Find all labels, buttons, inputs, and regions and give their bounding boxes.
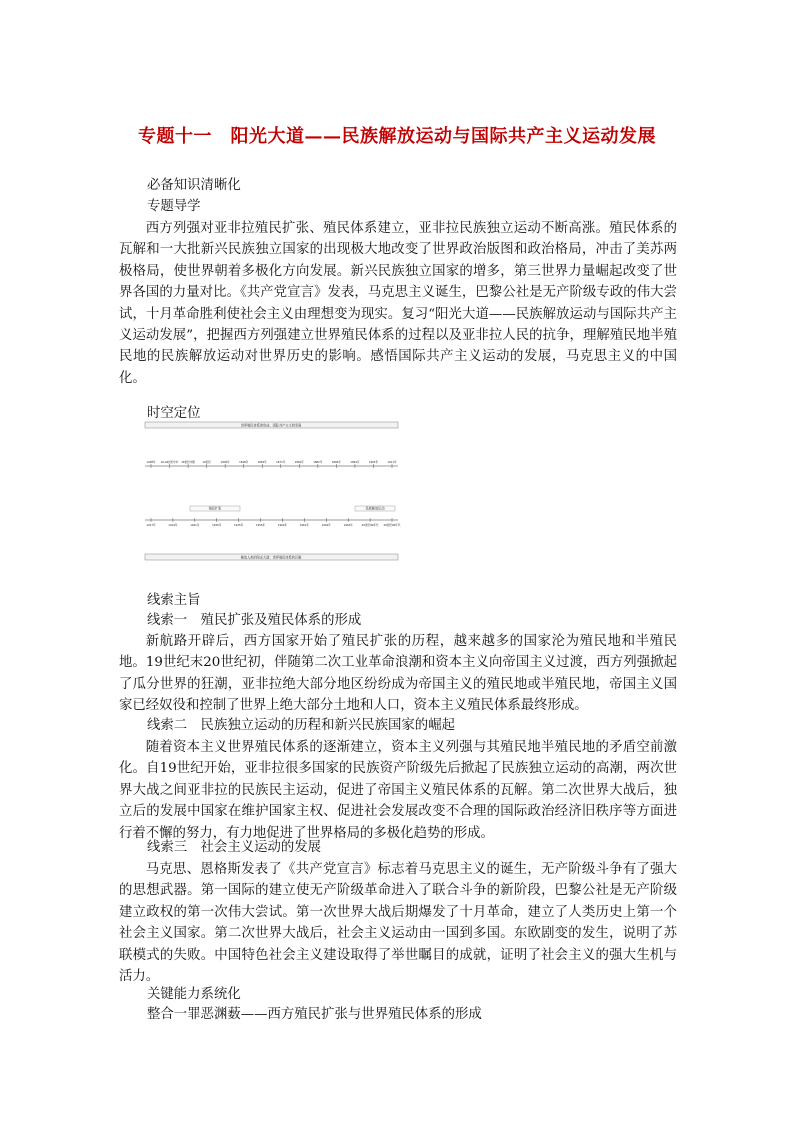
- clue2-heading: 线索二 民族独立运动的历程和新兴民族国家的崛起: [147, 718, 455, 733]
- timeline-year-top-label: 1498年: [146, 461, 156, 464]
- clue3-heading: 线索三 社会主义运动的发展: [147, 840, 322, 855]
- timeline-year-bottom-label: 1960年: [277, 524, 288, 527]
- timeline-bottom-banner-text: 解放人类的阳光大道：世界殖民体系的瓦解: [240, 555, 302, 560]
- integration-heading: 整合一罪恶渊薮——西方殖民扩张与世界殖民体系的形成: [147, 1007, 482, 1022]
- guide-heading: 专题导学: [147, 199, 201, 214]
- timeline-year-bottom-label: 1955年: [255, 524, 266, 527]
- timeline-year-top-label: 1848年: [239, 461, 249, 464]
- timeline-year-top-label: 1882年: [313, 461, 323, 464]
- timeline-year-top-label: 1881年: [294, 461, 304, 464]
- timeline-inner-banner-left-text: 殖民扩张: [208, 506, 222, 511]
- timeline-top-banner-text: 世界殖民体系的形成、国际共产主义的发展: [240, 423, 302, 428]
- timeline-year-top-label: 1836年: [220, 461, 230, 464]
- guide-paragraph: 西方列强对亚非拉殖民扩张、殖民体系建立，亚非拉民族独立运动不断高涨。殖民体系的瓦解和一大批新兴民族独立国家的出现极大地改变了世界政治版图和政治格局，冲击了美苏两极格局，使世界朝着多极化方向发展。新兴民族独立国家的增多，第三世界力量崛起改变了世界各国的力量对比。《共产党宣言》发表，马克思主义诞生，巴黎公社是无产阶级专政的伟大尝试，十月革命胜利使社会主义由理想变为现实。复习“阳光大道——民族解放运动与国际共产主义运动发展”，把握西方列强建立世界殖民体系的过程以及亚非拉人民的抗争，理解殖民地半殖民地的民族解放运动对世界历史的影响。感悟国际共产主义运动的发展，马克思主义的中国化。: [119, 221, 677, 386]
- timeline-year-bottom-label: 1917年: [146, 524, 156, 527]
- timeline-year-bottom-label: 1921年: [190, 524, 200, 527]
- timeline-year-top-label: 16-18世纪中叶: [160, 461, 179, 464]
- timeline-year-top-label: 1894年: [350, 461, 360, 464]
- clue3-paragraph: 马克思、恩格斯发表了《共产党宣言》标志着马克思主义的诞生，无产阶级斗争有了强大的思想武器。第一国际的建立使无产阶级革命进入了联合斗争的新阶段，巴黎公社是无产阶级建立政权的第一次伟大尝试。第一次世界大战后期爆发了十月革命，建立了人类历史上第一个社会主义国家。第二次世界大战后，社会主义运动由一国到多国。东欧剧变的发生，说明了苏联模式的失败。中国特色社会主义建设取得了举世瞩目的成就，证明了社会主义的强大生机与活力。: [119, 862, 677, 985]
- timeline-year-bottom-label: 1961年: [299, 524, 309, 527]
- clues-heading: 线索主旨: [147, 593, 201, 608]
- timeline-year-bottom-label: 1919年: [168, 524, 178, 527]
- timeline-year-bottom-label: 1945年: [234, 524, 244, 527]
- clue2-paragraph: 随着资本主义世界殖民体系的逐渐建立，资本主义列强与其殖民地半殖民地的矛盾空前激化。自19世纪开始，亚非拉很多国家的民族资产阶级先后掀起了民族独立运动的高潮，两次世界大战之间亚非拉的民族民主运动，促进了帝国主义殖民体系的瓦解。第二次世界大战后，独立后的发展中国家在维护国家主权、促进社会发展改变不合理的国际政治经济旧秩序等方面进行着不懈的努力，有力地促进了世界格局的多极化趋势的形成。: [119, 740, 677, 841]
- timeline-year-top-label: 1864年: [257, 461, 267, 464]
- timeline-year-top-label: 1905年: [368, 461, 379, 464]
- timeline-year-top-label: 18世纪中期: [181, 461, 195, 464]
- timeline-inner-banner-right-text: 民族解放运动: [365, 506, 385, 511]
- timeline-year-top-label: 1871年: [276, 461, 286, 464]
- timeline-year-top-label: 1884年: [331, 461, 341, 464]
- clue1-paragraph: 新航路开辟后，西方国家开始了殖民扩张的历程，越来越多的国家沦为殖民地和半殖民地。19世纪末20世纪初，伴随第二次工业革命浪潮和资本主义向帝国主义过渡，西方列强掀起了瓜分世界的狂潮，亚非拉绝大部分地区纷纷成为帝国主义的殖民地或半殖民地，帝国主义国家已经奴役和控制了世界上绝大部分土地和人口，资本主义殖民体系最终形成。: [119, 634, 677, 714]
- clue1-heading: 线索一 殖民扩张及殖民体系的形成: [147, 613, 362, 628]
- section-heading-knowledge: 必备知识清晰化: [147, 178, 241, 193]
- timeline-year-bottom-label: 1963年: [343, 524, 353, 527]
- timeline-year-bottom-label: 1936年: [212, 524, 222, 527]
- timeline-year-top-label: 19世纪: [202, 461, 211, 464]
- timeline-year-bottom-label: 20世纪80年代: [361, 524, 379, 527]
- page-title: 专题十一 阳光大道——民族解放运动与国际共产主义运动发展: [138, 126, 656, 147]
- timeline-year-bottom-label: 1962年: [321, 524, 331, 527]
- timeline-year-bottom-label: 20世纪90年代: [383, 524, 401, 527]
- timeline-year-top-label: 1911年: [387, 461, 397, 464]
- timespace-heading: 时空定位: [147, 406, 201, 421]
- ability-heading: 关键能力系统化: [147, 987, 241, 1002]
- timeline-figure: [145, 420, 401, 565]
